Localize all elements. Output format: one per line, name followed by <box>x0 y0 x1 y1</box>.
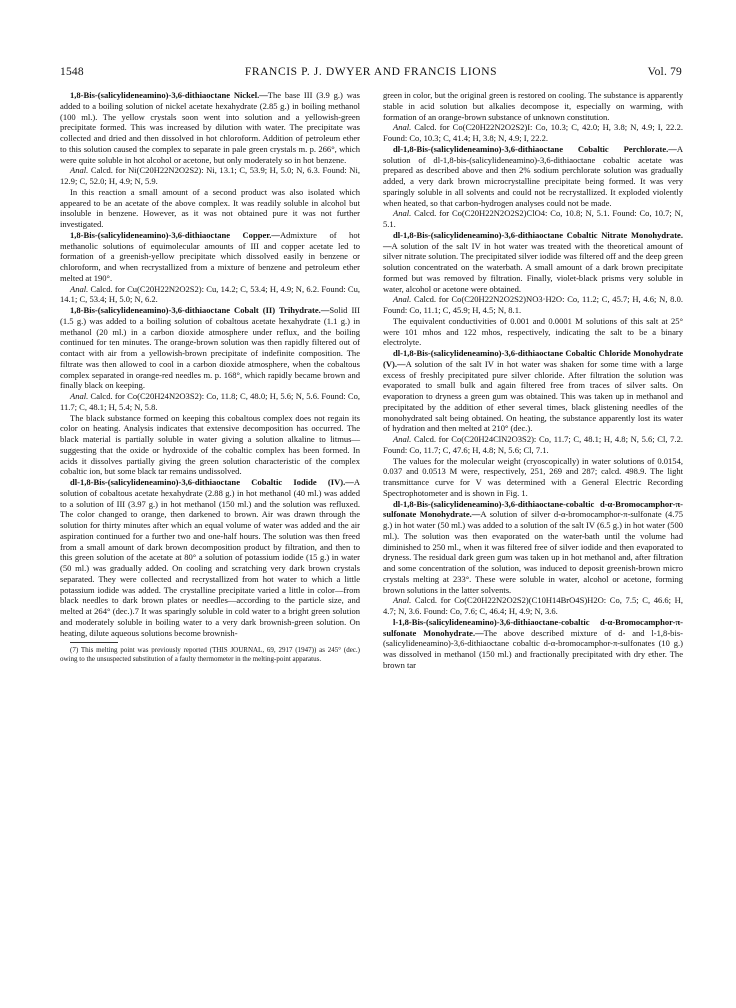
analysis-iodide <box>383 122 683 144</box>
anal-label: Anal. <box>393 434 412 444</box>
paragraph-text: A solution of cobaltous acetate hexahydrate (2.88 g.) in hot methanol (40 ml.) was added to a solution of III (3.97 g.) in hot methanol (150 ml.) and the solution was refluxed. The color changed to orange, then darkened to brown. Air was drawn through the solution for thirty minutes after which an equal volume of water was added and the air aspiration continued for a further two and one-half hours. The solution was then freed from a small amount of dark brown decomposition product by filtration, and then to this green solution of the acetate at 80° a solution of potassium iodide (15 g.) in water (50 ml.) was gradually added. On cooling and scratching very dark brown crystals separated. They were collected and recrystallized from hot water to which a little potassium iodide was added. The crystalline precipitate varied a little in color—from black needles to dark brown plates or needles—according to the particle size, and melted at 264° (dec.).7 It was sparingly soluble in cold water to a bright green solution and moderately soluble in boiling water to a very dark brownish-green solution. On heating, dilute aqueous solutions become brownish- <box>60 477 360 638</box>
section-title-nickel: 1,8-Bis-(salicylideneamino)-3,6-dithiaoctane Nickel.— <box>70 90 268 100</box>
section-title-chloride: dl-1,8-Bis-(salicylideneamino)-3,6-dithiaoctane Cobaltic Chloride Monohydrate (V).— <box>383 348 683 369</box>
running-head: FRANCIS P. J. DWYER AND FRANCIS LIONS <box>244 66 498 78</box>
right-column <box>383 90 683 671</box>
paragraph-chloride <box>383 348 683 434</box>
section-title-bromo: dl-1,8-Bis-(salicylideneamino)-3,6-dithiaoctane-cobaltic d-α-Bromocamphor-π-sulfonate Monohydrate.— <box>383 498 683 520</box>
paragraph-nitrate <box>383 230 683 295</box>
analysis-text: Calcd. for Ni(C20H22N2O2S2): Ni, 13.1; C, 53.9; H, 5.0; N, 6.3. Found: Ni, 12.9; C, 52.0; H, 4.9; N, 5.9. <box>60 165 360 186</box>
paragraph-iodide <box>60 477 360 638</box>
paragraph-second-product: In this reaction a small amount of a second product was also isolated which appeared to be an acetate of the above complex. It was readily soluble in alcohol but insoluble in benzene. However, as it was not obtained pure it was not further investigated. <box>60 186 360 229</box>
page-number: 1548 <box>60 66 84 78</box>
analysis-copper <box>60 284 360 306</box>
anal-label: Anal. <box>393 208 412 219</box>
paragraph-bromo-monohydrate <box>383 499 683 596</box>
analysis-text: Calcd. for Cu(C20H22N2O2S2): Cu, 14.2; C, 53.4; H, 4.9; N, 6.2. Found: Cu, 14.1; C, 53.4; H, 5.0; N, 6.2. <box>60 283 360 305</box>
section-title-iodide: dl-1,8-Bis-(salicylideneamino)-3,6-dithiaoctane Cobaltic Iodide (IV).— <box>70 477 354 487</box>
analysis-text: Calcd. for Co(C20H22N2O2S2)NO3·H2O: Co, 11.2; C, 45.7; H, 4.6; N, 8.0. Found: Co, 11.1; C, 45.9; H, 4.5; N, 8.1. <box>383 294 683 315</box>
anal-label: Anal. <box>70 391 89 401</box>
paragraph-copper <box>60 230 360 284</box>
analysis-text: Calcd. for Co(C20H24N2O3S2): Co, 11.8; C, 48.0; H, 5.6; N, 5.6. Found: Co, 11.7; C, 48.1; H, 5.4; N, 5.8. <box>60 391 360 412</box>
paragraph-iodide-continued: green in color, but the original green is restored on cooling. The substance is apparently stable in acid solution but alkalies decompose it, especially on warming, with formation of an orange-brown substance of unknown constitution. <box>383 90 683 122</box>
paragraph-conductivity: The equivalent conductivities of 0.001 and 0.0001 M solutions of this salt at 25° were 101 mhos and 122 mhos, respectively, indicating the salt to be a binary electrolyte. <box>383 315 683 348</box>
page-header <box>60 66 682 82</box>
anal-label: Anal. <box>70 165 89 176</box>
analysis-bromo <box>383 595 683 617</box>
anal-label: Anal. <box>393 595 412 606</box>
analysis-nitrate <box>383 294 683 316</box>
paragraph-black-substance: The black substance formed on keeping this cobaltous complex does not regain its color on heating. Analysis indicates that extensive decomposition has occurred. The black material is partially soluble in water giving a solution alkaline to litmus—suggesting that the oxide or hydroxide of the cobaltic complex has been formed. In acids it dissolves partially giving the green solution characteristic of the complex cobaltic ion, but some black tar remains undissolved. <box>60 412 360 477</box>
paragraph-text: Solid III (1.5 g.) was added to a boiling solution of cobaltous acetate hexahydrate (1.1 g.) in methanol (20 ml.) in a carbon dioxide atmosphere under reflux, and the boiling continued for ten minutes. The orange-brown solution was then rapidly filtered out of contact with air from a yellowish-brown precipitate of indefinite composition. The filtrate was then allowed to cool in a carbon dioxide atmosphere, when the cobaltous complex separated in orange-red needles m. p. 168°, which rapidly became brown and finally black on keeping. <box>60 305 360 391</box>
section-title-l-bromo: l-1,8-Bis-(salicylideneamino)-3,6-dithiaoctane-cobaltic d-α-Bromocamphor-π-sulfonate Monohydrate.— <box>383 616 683 638</box>
paragraph-text: A solution of the salt IV in hot water was shaken for some time with a large excess of freshly precipitated pure silver chloride. After filtration the solution was evaporated to small bulk and again filtered free from traces of silver salts. On evaporation to dryness a green gum was obtained. This was taken up in methanol and precipitated by the addition of ether several times, black glistening needles of the monohydrated salt being obtained. On heating, the substance apparently lost its water of hydration and then melted at 210° (dec.). <box>383 358 683 434</box>
footnote-rule <box>70 642 118 643</box>
volume-label: Vol. 79 <box>647 66 682 78</box>
paragraph-text: The base III (3.9 g.) was added to a boiling solution of nickel acetate hexahydrate (2.85 g.) in boiling methanol (100 ml.). The yellow crystals soon went into solution and a yellowish-green precipitate formed. This was increased by dilution with water. The precipitate was collected and dried and then dissolved in hot chloroform. Addition of petroleum ether to this solution caused the complex to separate in pale green crystals m. p. 266°, which were quite soluble in hot alcohol or acetone, but only moderately so in hot benzene. <box>60 90 360 165</box>
left-column <box>60 90 360 663</box>
footnote: (7) This melting point was previously reported (THIS JOURNAL, 69, 2917 (1947)) as 245° (dec.) owing to the unsuspected substitution of a faulty thermometer in the melting-point apparatus. <box>60 646 360 663</box>
analysis-text: Calcd. for Co(C20H22N2O2S2)I: Co, 10.3; C, 42.0; H, 3.8; N, 4.9; I, 22.2. Found: Co, 10.3; C, 41.4; H, 3.8; N, 4.9; I, 22.2. <box>383 122 683 143</box>
paragraph-nickel <box>60 90 360 165</box>
paragraph-text: Admixture of hot methanolic solutions of equimolecular amounts of III and copper acetate led to formation of a greenish-yellow precipitate which dissolved easily in benzene or chloroform, and when recrystallized from a mixture of benzene and petroleum ether melted at 190°. <box>60 229 360 283</box>
section-title-cobalt-ii: 1,8-Bis-(salicylideneamino)-3,6-dithiaoctane Cobalt (II) Trihydrate.— <box>70 305 330 315</box>
analysis-nickel <box>60 165 360 187</box>
analysis-text: Calcd. for Co(C20H22N2O2S2)ClO4: Co, 10.8; N, 5.1. Found: Co, 10.7; N, 5.1. <box>383 208 683 229</box>
analysis-chloride <box>383 434 683 456</box>
section-title-nitrate: dl-1,8-Bis-(salicylideneamino)-3,6-dithiaoctane Cobaltic Nitrate Monohydrate.— <box>383 229 683 251</box>
paragraph-perchlorate <box>383 144 683 209</box>
paragraph-text: A solution of silver d-α-bromocamphor-π-sulfonate (4.75 g.) in hot water (50 ml.) was added to a solution of the salt IV (6.5 g.) in hot water (500 ml.). The solution was then evaporated on the water-bath until the volume had diminished to 250 ml., when it was filtered free of silver iodide and then evaporated to dryness. The residual dark green gum was taken up in hot methanol and, after filtration and some concentration of the solution, was induced to deposit greenish-brown micro crystals melting at 233°. These were soluble in water, alcohol or acetone, forming brown solutions in the latter solvents. <box>383 509 683 595</box>
paragraph-l-bromo <box>383 617 683 671</box>
analysis-text: Calcd. for Co(C20H22N2O2S2)(C10H14BrO4S)H2O: Co, 7.5; C, 46.6; H, 4.7; N, 3.6. Found: Co, 7.6; C, 46.4; H, 4.9; N, 3.6. <box>383 595 683 616</box>
anal-label: Anal. <box>393 122 412 133</box>
paragraph-text: The above described mixture of d- and l-1,8-bis-(salicylideneamino)-3,6-dithiaoctane cobaltic d-α-bromocamphor-π-sulfonates (10 g.) was dissolved in methanol (150 ml.) and fractionally precipitated with dry ether. The brown tar <box>383 627 684 670</box>
section-title-copper: 1,8-Bis-(salicylideneamino)-3,6-dithiaoctane Copper.— <box>70 229 280 240</box>
analysis-text: Calcd. for Co(C20H24ClN2O3S2): Co, 11.7; C, 48.1; H, 4.8; N, 5.6; Cl, 7.2. Found: Co, 11.7; C, 47.6; H, 4.8; N, 5.6; Cl, 7.1. <box>383 434 683 455</box>
analysis-cobalt-ii <box>60 391 360 413</box>
paragraph-text: A solution of the salt IV in hot water was treated with the theoretical amount of silver nitrate solution. The precipitated silver iodide was filtered off and the deep green solution concentrated on the waterbath. A small amount of a dark brown precipitate formed but was removed by filtration. Finally, violet-black prisms very soluble in water, alcohol or acetone were obtained. <box>383 240 683 294</box>
anal-label: Anal. <box>393 294 412 305</box>
paragraph-cobalt-ii <box>60 305 360 391</box>
paragraph-text: A solution of dl-1,8-bis-(salicylideneamino)-3,6-dithiaoctane cobaltic acetate was prepared as described above and then 2% sodium perchlorate solution was gradually added, a very dark brown microcrystalline precipitate being formed. It was very sparingly soluble in all solvents and could not be recrystallized. It exploded violently when heated, so that carbon-hydrogen analyses could not be made. <box>383 143 683 208</box>
analysis-perchlorate <box>383 208 683 230</box>
paragraph-molecular-weight: The values for the molecular weight (cryoscopically) in water solutions of 0.0154, 0.037 and 0.0513 M were, respectively, 251, 269 and 287; calcd. 498.9. The light transmittance curve for V was determined with a General Electric Recording Spectrophotometer and is shown in Fig. 1. <box>383 455 683 498</box>
anal-label: Anal. <box>70 283 89 294</box>
section-title-perchlorate: dl-1,8-Bis-(salicylideneamino)-3,6-dithiaoctane Cobaltic Perchlorate.— <box>393 143 677 154</box>
